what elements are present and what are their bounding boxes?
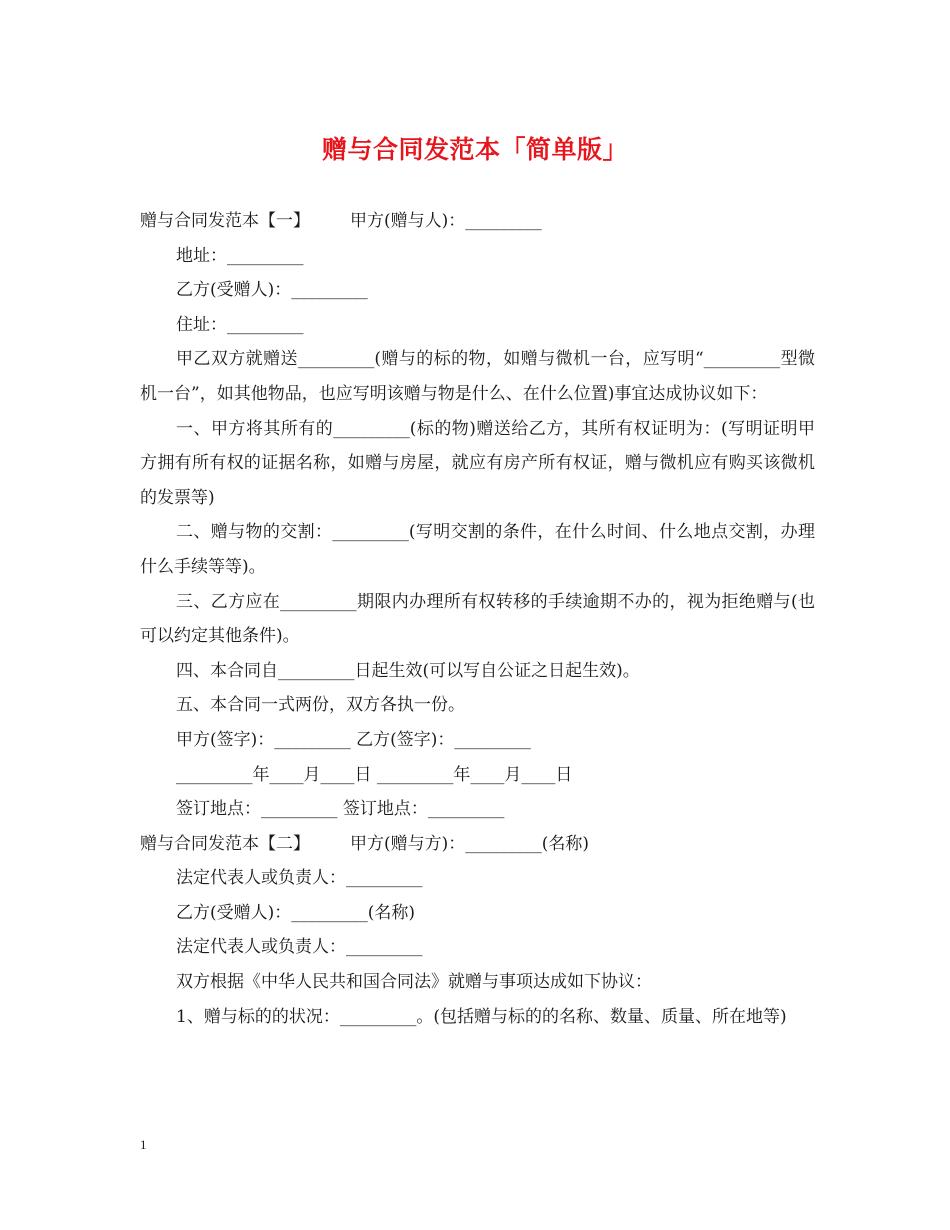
signing-place-line: 签订地点：_________ 签订地点：_________	[176, 799, 505, 820]
agreement-intro-paragraph: 甲乙双方就赠送_________(赠与的标的物，如赠与微机一台，应写明“_________型微机一台”，如其他物品，也应写明该赠与物是什么、在什么位置)事宜达成协议如下：	[140, 349, 815, 404]
clause-2-paragraph: 二、赠与物的交割：_________(写明交割的条件，在什么时间、什么地点交割，办理什么手续等等)。	[140, 522, 815, 577]
recipient-field: 乙方(受赠人)：_________	[176, 280, 368, 301]
page-number: 1	[140, 1137, 147, 1152]
gift-condition-paragraph: 1、赠与标的的状况：_________。(包括赠与标的的名称、数量、质量、所在地等)	[176, 1006, 787, 1027]
legal-basis-paragraph: 双方根据《中华人民共和国合同法》就赠与事项达成如下协议：	[176, 972, 652, 993]
document-body	[140, 204, 815, 1034]
donor-field: 甲方(赠与人)：_________	[350, 211, 542, 231]
clause-1-paragraph: 一、甲方将其所有的_________(标的物)赠送给乙方，其所有权证明为：(写明证明甲方拥有所有权的证据名称，如赠与房屋，就应有房产所有权证，赠与微机应有购买该微机的发票等)	[140, 418, 815, 508]
recipient-representative-field: 法定代表人或负责人：_________	[176, 937, 423, 958]
donor-address-field: 地址：_________	[176, 245, 304, 266]
section-1-first-line	[140, 204, 815, 239]
clause-3-paragraph: 三、乙方应在_________期限内办理所有权转移的手续逾期不办的，视为拒绝赠与(也可以约定其他条件)。	[140, 591, 815, 647]
donor-org-field: 甲方(赠与方)：_________(名称)	[350, 833, 590, 854]
section-1-heading: 赠与合同发范本【一】	[140, 211, 310, 231]
section-2-first-line	[140, 827, 815, 862]
clause-5-paragraph: 五、本合同一式两份，双方各执一份。	[176, 695, 465, 716]
section-2-heading: 赠与合同发范本【二】	[140, 833, 310, 854]
date-line: _________年____月____日 _________年____月____日	[176, 764, 573, 785]
document-title: 赠与合同发范本「简单版」	[321, 135, 628, 164]
signature-line: 甲方(签字)：_________ 乙方(签字)：_________	[176, 729, 531, 750]
donor-representative-field: 法定代表人或负责人：_________	[176, 868, 423, 889]
clause-4-paragraph: 四、本合同自_________日起生效(可以写自公证之日起生效)。	[176, 660, 640, 681]
recipient-address-field: 住址：_________	[176, 314, 304, 335]
recipient-org-field: 乙方(受赠人)：_________(名称)	[176, 902, 416, 923]
